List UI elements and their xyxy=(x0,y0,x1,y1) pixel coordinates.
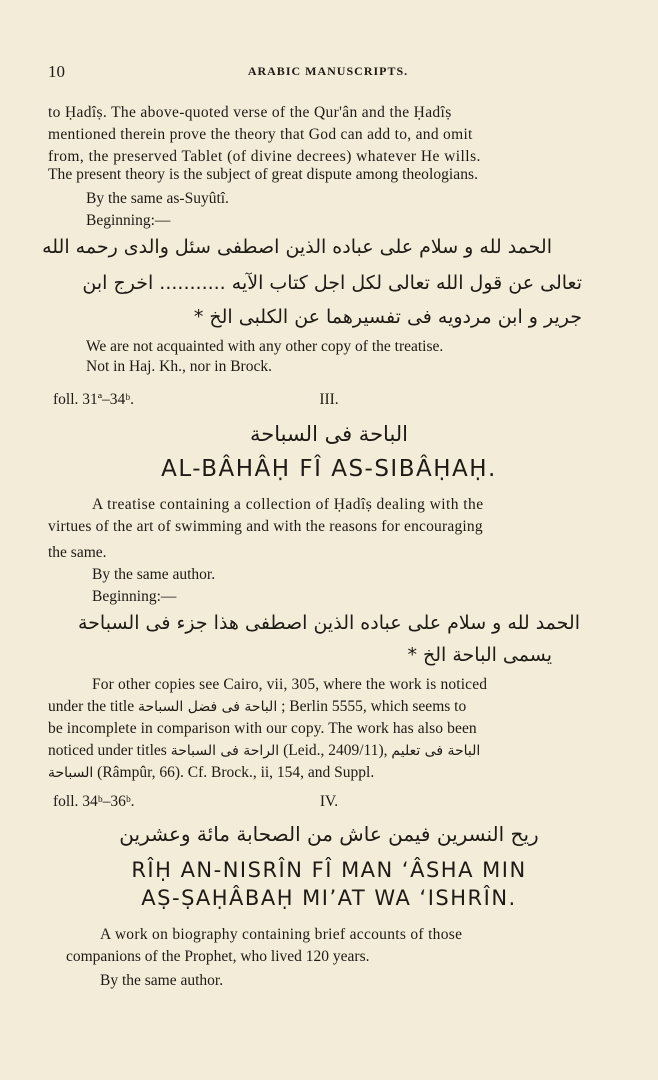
body-text-line: A work on biography containing brief accounts of those xyxy=(100,926,463,943)
body-text-line xyxy=(48,764,374,782)
text-span: (Râmpûr, 66). Cf. Brock., ii, 154, and Suppl. xyxy=(97,764,375,781)
body-text-line: virtues of the art of swimming and with the reasons for encouraging xyxy=(48,518,483,535)
arabic-incipit-line: تعالى عن قول الله تعالى لكل اجل كتاب الآيه ........... اخرج ابن xyxy=(82,272,582,294)
arabic-section-title: الباحة فى السباحة xyxy=(249,422,409,446)
text-span: under the title xyxy=(48,698,135,715)
author-line: By the same author. xyxy=(92,566,216,583)
arabic-incipit-line: الحمد لله و سلام على عباده الذين اصطفى هذا جزء فى السباحة xyxy=(78,612,580,634)
text-span: (Leid., 2409/11), xyxy=(283,742,388,759)
body-text-line: For other copies see Cairo, vii, 305, where the work is noticed xyxy=(92,676,488,693)
section-number: IV. xyxy=(319,793,339,810)
beginning-label: Beginning:— xyxy=(86,212,171,229)
arabic-incipit-line: يسمى الباحة الخ * xyxy=(407,644,552,666)
note-line: We are not acquainted with any other copy of the treatise. xyxy=(86,338,444,355)
arabic-inline-title: السباحة xyxy=(48,765,94,781)
arabic-incipit-line: الحمد لله و سلام على عباده الذين اصطفى سئل والدى رحمه الله xyxy=(42,236,552,258)
section-title: AL-BÂHÂḤ FÎ AS-SIBÂḤAḤ. xyxy=(161,456,497,482)
arabic-inline-title: الراحة فى السباحة xyxy=(170,743,280,759)
arabic-incipit-line: جرير و ابن مردويه فى تفسيرهما عن الكلبى الخ * xyxy=(193,306,582,328)
page-header xyxy=(48,62,608,84)
section-title-line: RÎḤ AN-NISRÎN FÎ MAN ‘ÂSHA MIN xyxy=(131,858,527,882)
body-text-line: mentioned therein prove the theory that God can add to, and omit xyxy=(48,126,473,143)
note-line: Not in Haj. Kh., nor in Brock. xyxy=(86,358,272,375)
running-title: ARABIC MANUSCRIPTS. xyxy=(247,64,409,78)
text-span: ; Berlin 5555, which seems to xyxy=(281,698,467,715)
body-text-line xyxy=(48,698,466,716)
beginning-label: Beginning:— xyxy=(92,588,177,605)
body-text-line: be incomplete in comparison with our copy. The work has also been xyxy=(48,720,477,737)
body-text-line: the same. xyxy=(48,544,107,561)
body-text-line: The present theory is the subject of great dispute among theologians. xyxy=(48,166,479,183)
body-text-line: from, the preserved Tablet (of divine decrees) whatever He wills. xyxy=(48,148,481,165)
arabic-section-title: ريح النسرين فيمن عاش من الصحابة مائة وعشرين xyxy=(119,822,539,846)
folio-reference: foll. 31ª–34ᵇ. xyxy=(53,391,134,408)
body-text-line: to Ḥadîṣ. The above-quoted verse of the Qur'ân and the Ḥadîṣ xyxy=(48,104,452,121)
body-text-line: A treatise containing a collection of Ḥadîṣ dealing with the xyxy=(92,496,484,513)
section-number: III. xyxy=(319,391,339,408)
arabic-inline-title: الباحة فى فضل السباحة xyxy=(137,699,278,715)
page-number: 10 xyxy=(48,62,65,81)
section-title-line: AṢ-ṢAḤÂBAḤ MI’AT WA ‘ISHRÎN. xyxy=(141,886,517,910)
author-line: By the same author. xyxy=(100,972,224,989)
body-text-line: companions of the Prophet, who lived 120 years. xyxy=(66,948,370,965)
arabic-inline-title: الباحة فى تعليم xyxy=(391,743,481,759)
text-span: noticed under titles xyxy=(48,742,167,759)
body-text-line xyxy=(48,742,480,760)
folio-reference: foll. 34ᵇ–36ᵇ. xyxy=(53,793,135,810)
author-line: By the same as-Suyûtî. xyxy=(86,190,229,207)
